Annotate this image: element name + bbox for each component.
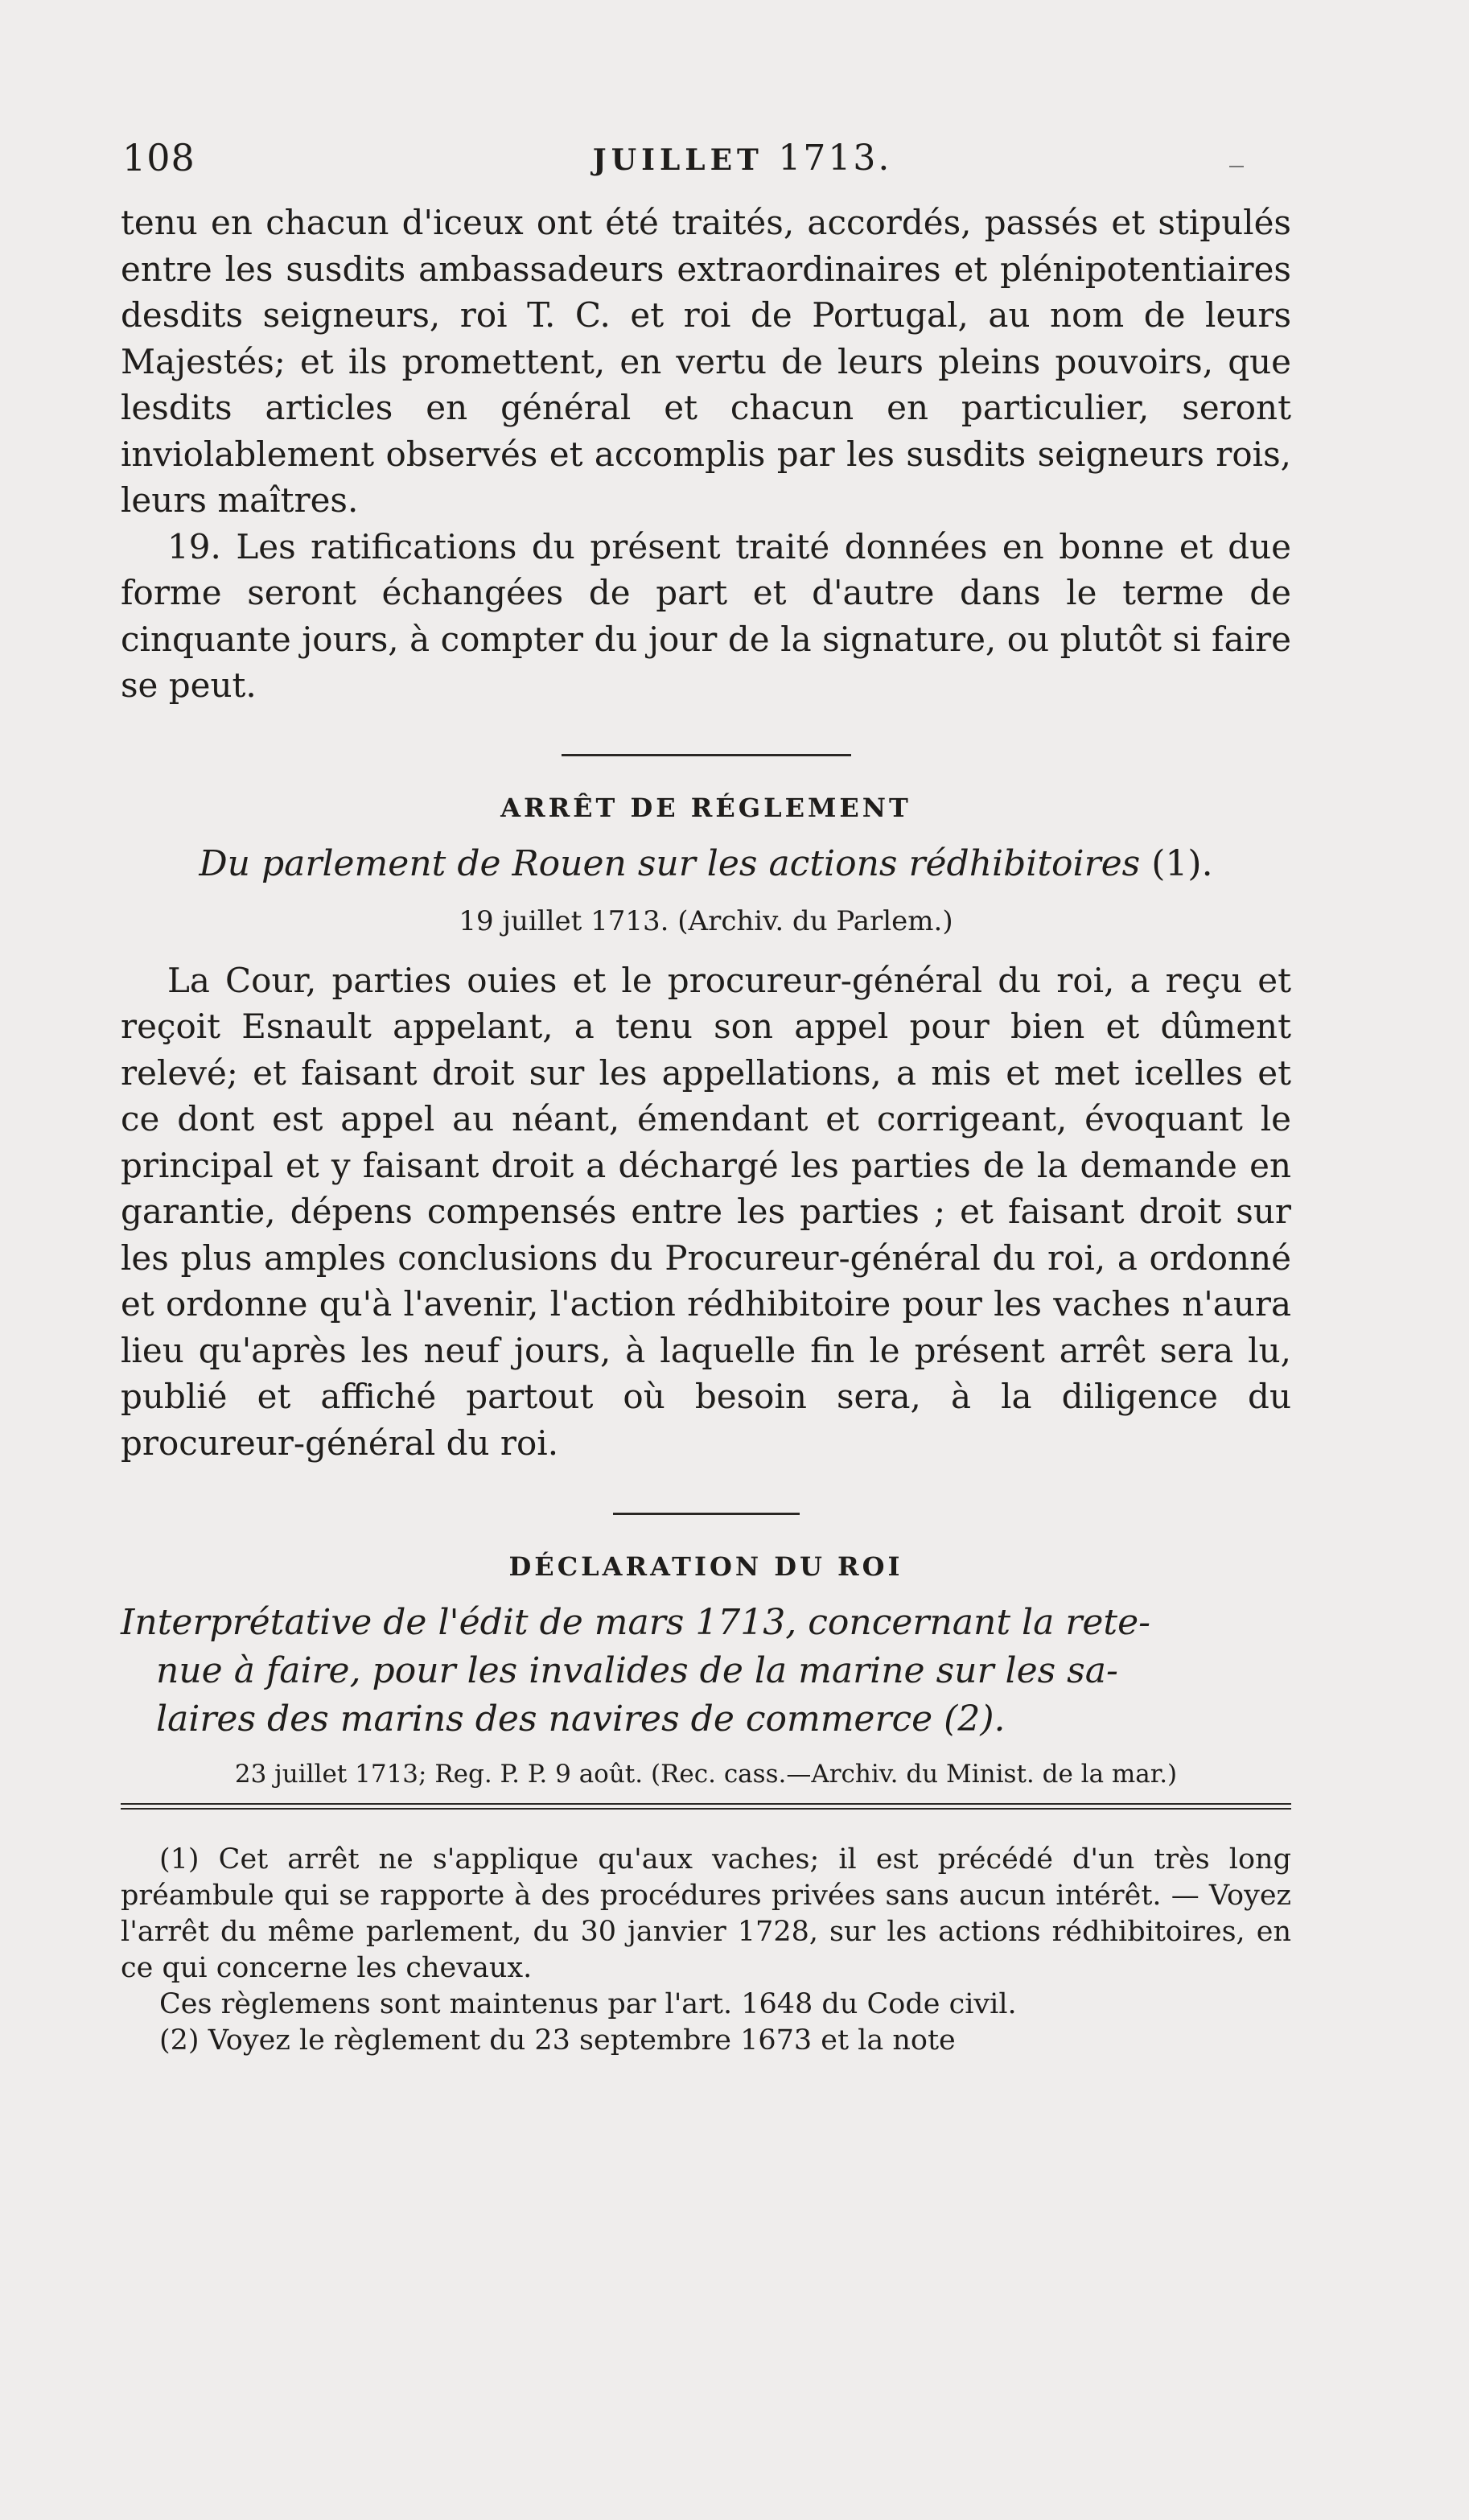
running-head bbox=[121, 140, 1291, 179]
page bbox=[121, 137, 1291, 2059]
paragraph-continuation: tenu en chacun d'iceux ont été traités, accordés, passés et stipulés entre les susdits ambassadeurs extraordinaires et plénipotentiaires desdits seigneurs, roi T. C. et roi de Portugal, au nom de leurs Majestés; et ils promettent, en vertu de leurs pleins pouvoirs, que lesdits articles en général et chacun en particulier, seront inviolablement observés et accomplis par les susdits seigneurs rois, leurs maîtres. bbox=[121, 203, 1291, 520]
paragraph-article-19: 19. Les ratifications du présent traité données en bonne et due forme seront échangées de part et d'autre dans le terme de cinquante jours, à compter du jour de la signature, ou plutôt si faire se peut. bbox=[121, 526, 1291, 705]
running-head-year: 1713. bbox=[778, 138, 892, 179]
subtitle-line-2: nue à faire, pour les invalides de la marine sur les sa- bbox=[156, 1650, 1118, 1691]
section-heading-arret: ARRÊT DE RÉGLEMENT bbox=[500, 792, 911, 823]
section-subtitle-declaration bbox=[121, 1599, 1291, 1744]
footnote-ref-1: (1). bbox=[1151, 842, 1213, 884]
section-divider bbox=[562, 754, 851, 756]
dateline-declaration: 23 juillet 1713; Reg. P. P. 9 août. (Rec. cass.—Archiv. du Minist. de la mar.) bbox=[234, 1760, 1178, 1789]
footnotes bbox=[121, 1842, 1291, 2059]
page-number: 108 bbox=[122, 136, 195, 179]
subtitle-line-1: Interprétative de l'édit de mars 1713, concernant la rete- bbox=[121, 1602, 1150, 1643]
footnote-2: (2) Voyez le règlement du 23 septembre 1673 et la note bbox=[159, 2024, 956, 2057]
section-subtitle-arret bbox=[121, 840, 1291, 888]
footnote-1-continued: Ces règlemens sont maintenus par l'art. 1648 du Code civil. bbox=[159, 1988, 1017, 2020]
subtitle-text: Du parlement de Rouen sur les actions rédhibitoires bbox=[199, 842, 1141, 884]
footnote-rule bbox=[121, 1803, 1291, 1810]
section-divider bbox=[613, 1513, 800, 1515]
section-heading-declaration: DÉCLARATION DU ROI bbox=[508, 1551, 903, 1582]
footnote-1: (1) Cet arrêt ne s'applique qu'aux vaches; il est précédé d'un très long préambule qui se rapporte à des procédures privées sans aucun intérêt. — Voyez l'arrêt du même parlement, du 30 janvier 1728, sur les actions rédhibitoires, en ce qui concerne les chevaux. bbox=[121, 1843, 1291, 1984]
subtitle-line-3: laires des marins des navires de commerce (2). bbox=[156, 1699, 1006, 1740]
paragraph-arret-body: La Cour, parties ouies et le procureur-général du roi, a reçu et reçoit Esnault appelant, a tenu son appel pour bien et dûment relevé; et faisant droit sur les appellations, a mis et met icelles et ce dont est appel au néant, émendant et corrigeant, évoquant le principal et y faisant droit a déchargé les parties de la demande en garantie, dépens compensés entre les parties ; et faisant droit sur les plus amples conclusions du Procureur-général du roi, a ordonné et ordonne qu'à l'avenir, l'action rédhibitoire pour les vaches n'aura lieu qu'après les neuf jours, à laquelle fin le présent arrêt sera lu, publié et affiché partout où besoin sera, à la diligence du procureur-général du roi. bbox=[121, 960, 1291, 1463]
dateline-arret: 19 juillet 1713. (Archiv. du Parlem.) bbox=[459, 904, 953, 937]
running-head-month: JUILLET bbox=[592, 143, 763, 177]
page-header bbox=[121, 137, 1291, 193]
